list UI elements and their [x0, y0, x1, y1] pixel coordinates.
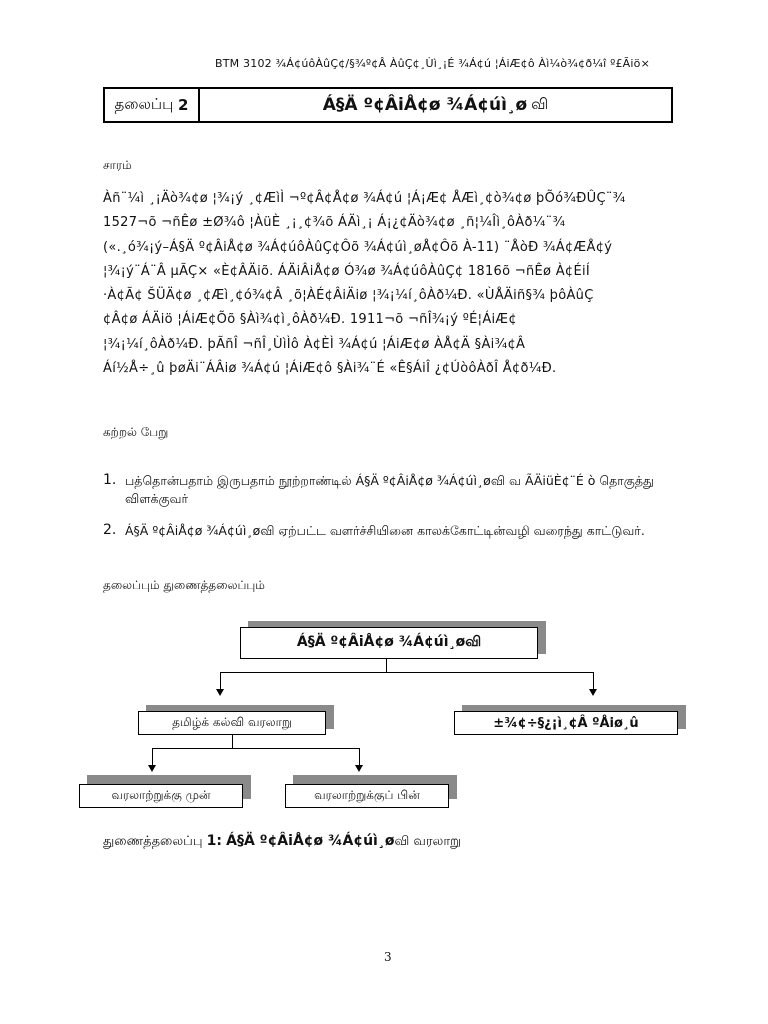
diagram-root-box: Á§Ä º¢ÂiÅ¢ø ¾Á¢úì¸øவி [240, 627, 538, 659]
summary-line: Àñ¨¼ì ¸¡Äò¾¢ø ¦¾¡ý ¸¢ÆìÌ ¬º¢Â¢Å¢ø ¾Á¢ú ¦Á¡Æ¢ ÅÆì¸¢ò¾¢ø þÕó¾ÐÛÇ¨¾ [103, 191, 626, 206]
diagram-heading: தலைப்பும் துணைத்தலைப்பும் [103, 578, 265, 592]
chapter-title-suffix: வி [531, 95, 549, 113]
arrow-down-icon [216, 689, 224, 696]
arrow-down-icon [355, 765, 363, 772]
subheading-number: 1: [206, 833, 222, 849]
connector-line [386, 659, 387, 673]
chapter-title: Á§Ä º¢ÂiÅ¢ø ¾Á¢úì¸ø [322, 95, 528, 115]
chapter-title-cell [200, 89, 671, 121]
list-number: 1. [103, 472, 117, 488]
outcomes-list [103, 472, 673, 554]
list-text: பத்தொன்பதாம் இருபதாம் நூற்றாண்டில் Á§Ä º¢ÂiÅ¢ø ¾Á¢úì¸øவி வ ÃÄiüÈ¢¨É ò தொகுத்து விளக்குவர் [125, 473, 654, 506]
summary-paragraph [103, 187, 675, 381]
diagram-right-child-box: ±¾¢÷§¿¡ì¸¢Â ºÅiø¸û [454, 711, 678, 735]
arrow-down-icon [589, 689, 597, 696]
subheading-suffix: வி வரலாறு [394, 834, 461, 849]
chapter-title-table [103, 87, 673, 123]
connector-line [232, 735, 233, 748]
running-header: BTM 3102 ¾Á¢úôÀûÇ¢/§¾º¢Â ÀûÇ¢¸Ùì¸¡É ¾Á¢ú ¦ÁiÆ¢ô Àì¼ò¾¢ð¼î º£Ãiö× [215, 57, 650, 70]
summary-line: Áí½Å÷¸û þøÄi¨ÁÂiø ¾Á¢ú ¦ÁiÆ¢ô §Ài¾¨É «Ê§ÁiÎ ¿¢ÚòôÀðÎ Å¢ð¼Ð. [103, 361, 557, 377]
connector-line [152, 748, 153, 765]
diagram-left-grandchild-1-box: வரலாற்றுக்கு முன் [79, 784, 243, 808]
summary-line: ¦¾¡ý¨Á¨Â µÃÇ× «È¢ÂÄiõ. ÁÄiÂiÅ¢ø Ó¾ø ¾Á¢úôÀûÇ¢ 1816õ ¬ñÊø À¢ÉiÍ [103, 263, 591, 279]
subheading [103, 833, 461, 850]
connector-line [359, 748, 360, 765]
summary-line: ·À¢Ã¢ ŠÜÄ¢ø ¸¢Æì¸¢ó¾¢Â ¸õ¦ÀÉ¢ÂiÄiø ¦¾¡¼í¸ôÀð¼Ð. «ÙÅÄiñ§¾ þôÀûÇ [103, 288, 594, 304]
summary-heading: சாரம் [103, 158, 132, 172]
outcomes-heading: கற்றல் பேறு [103, 425, 169, 439]
summary-line: ¢Â¢ø ÁÄiö ¦ÁiÆ¢Õõ §Àì¾¢ì¸ôÀð¼Ð. 1911¬õ ¬ñÎ¾¡ý ºÉ¦ÁiÆ¢ [103, 312, 517, 328]
connector-line [220, 672, 594, 673]
chapter-number: 2 [178, 96, 189, 114]
list-text: Á§Ä º¢ÂiÅ¢ø ¾Á¢úì¸øவி ஏற்பட்ட வளர்ச்சியினை காலக்கோட்டின்வழி வரைந்து காட்டுவர். [125, 523, 645, 538]
summary-line: 1527¬õ ¬ñÊø ±Ø¾ô ¦ÀüÈ ¸¡¸¢¾õ ÁÄì¸¡ Á¡¿¢Äò¾¢ø ¸ñ¦¼Îì¸ôÀð¼¨¾ [103, 215, 566, 231]
connector-line [152, 748, 360, 749]
subheading-bold: Á§Ä º¢ÂiÅ¢ø ¾Á¢úì¸ø [226, 833, 395, 849]
chapter-label: தலைப்பு [114, 95, 174, 113]
diagram-left-grandchild-2-box: வரலாற்றுக்குப் பின் [285, 784, 449, 808]
diagram-left-child-box: தமிழ்க் கல்வி வரலாறு [138, 711, 326, 735]
arrow-down-icon [148, 765, 156, 772]
subheading-prefix: துணைத்தலைப்பு [103, 834, 203, 849]
summary-line: («.¸ó¾¡ý–Á§Ä º¢ÂiÅ¢ø ¾Á¢úôÀûÇ¢Ôõ ¾Á¢úì¸øÅ¢Ôõ À-11) ¨ÅòÐ ¾Á¢ÆÅ¢ý [103, 239, 613, 255]
page-number: 3 [384, 950, 392, 964]
list-number: 2. [103, 522, 117, 538]
connector-line [593, 672, 594, 689]
summary-line: ¦¾¡¼í¸ôÀð¼Ð. þÃñÎ ¬ñÎ¸ÙìÌô À¢ÈÌ ¾Á¢ú ¦ÁiÆ¢ø ÀÅ¢Ä §Ài¾¢Â [103, 336, 526, 352]
list-item [103, 472, 673, 508]
chapter-number-cell [105, 89, 200, 121]
connector-line [220, 672, 221, 689]
list-item [103, 522, 673, 540]
